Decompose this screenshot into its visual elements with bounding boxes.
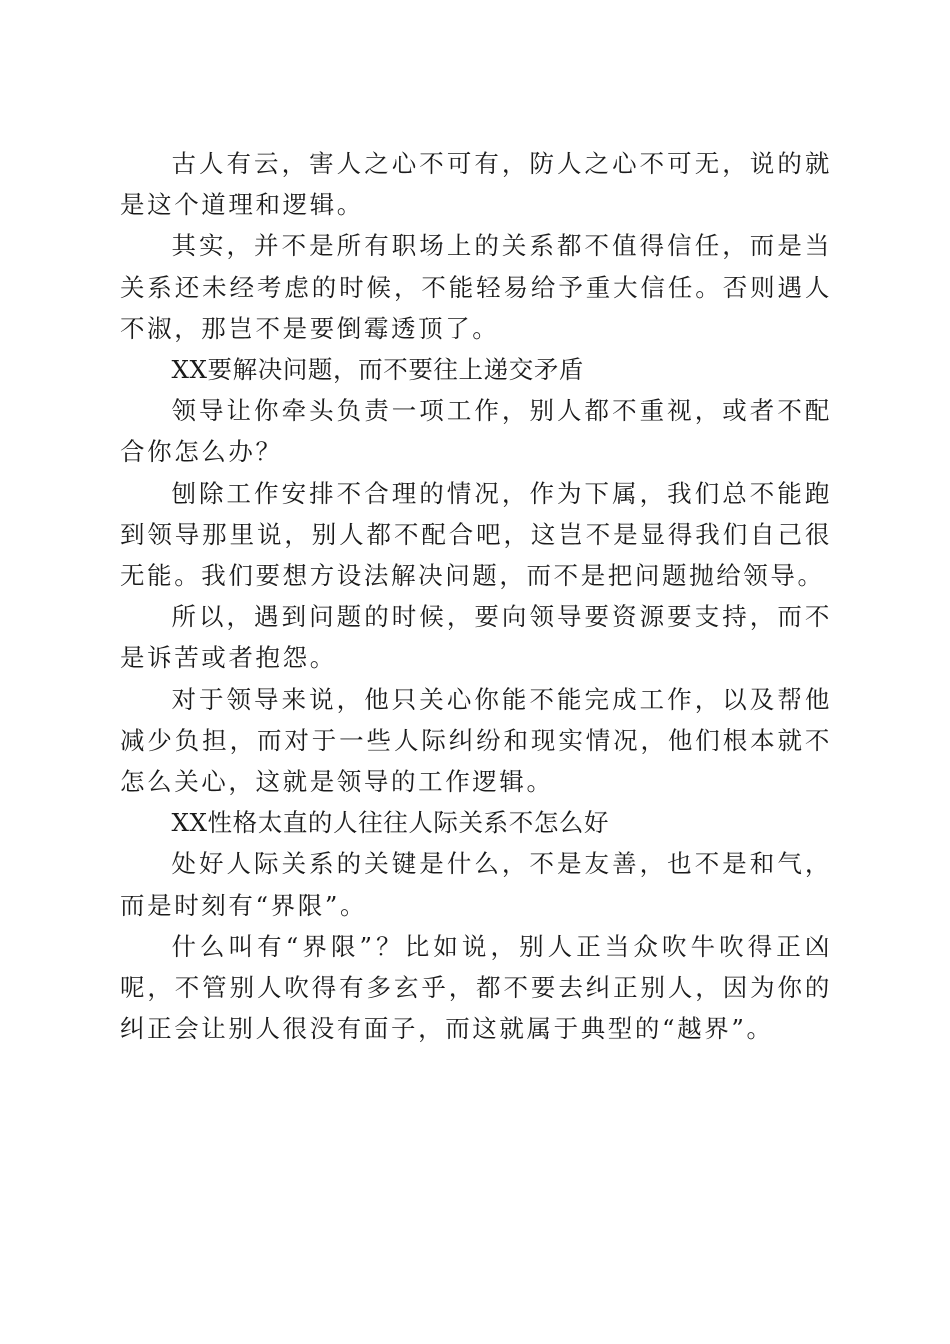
paragraph-4: 刨除工作安排不合理的情况，作为下属，我们总不能跑到领导那里说，别人都不配合吧，这岂不是显得我们自己很无能。我们要想方设法解决问题，而不是把问题抛给领导。 <box>120 478 832 591</box>
paragraph-6: 对于领导来说，他只关心你能不能完成工作，以及帮他减少负担，而对于一些人际纠纷和现实情况，他们根本就不怎么关心，这就是领导的工作逻辑。 <box>120 684 832 797</box>
paragraph-5: 所以，遇到问题的时候，要向领导要资源要支持，而不是诉苦或者抱怨。 <box>120 602 832 673</box>
document-body <box>120 143 832 1049</box>
paragraph-8: 什么叫有“界限”？比如说，别人正当众吹牛吹得正凶呢，不管别人吹得有多玄乎，都不要去纠正别人，因为你的纠正会让别人很没有面子，而这就属于典型的“越界”。 <box>120 931 832 1044</box>
section-heading-1: XX要解决问题，而不要往上递交矛盾 <box>171 355 585 385</box>
paragraph-3: 领导让你牵头负责一项工作，别人都不重视，或者不配合你怎么办？ <box>120 396 832 467</box>
paragraph-7: 处好人际关系的关键是什么，不是友善，也不是和气，而是时刻有“界限”。 <box>120 849 832 920</box>
section-heading-2: XX性格太直的人往往人际关系不怎么好 <box>171 808 610 838</box>
paragraph-1: 古人有云，害人之心不可有，防人之心不可无，说的就是这个道理和逻辑。 <box>120 149 832 220</box>
paragraph-2: 其实，并不是所有职场上的关系都不值得信任，而是当关系还未经考虑的时候，不能轻易给予重大信任。否则遇人不淑，那岂不是要倒霉透顶了。 <box>120 231 832 343</box>
